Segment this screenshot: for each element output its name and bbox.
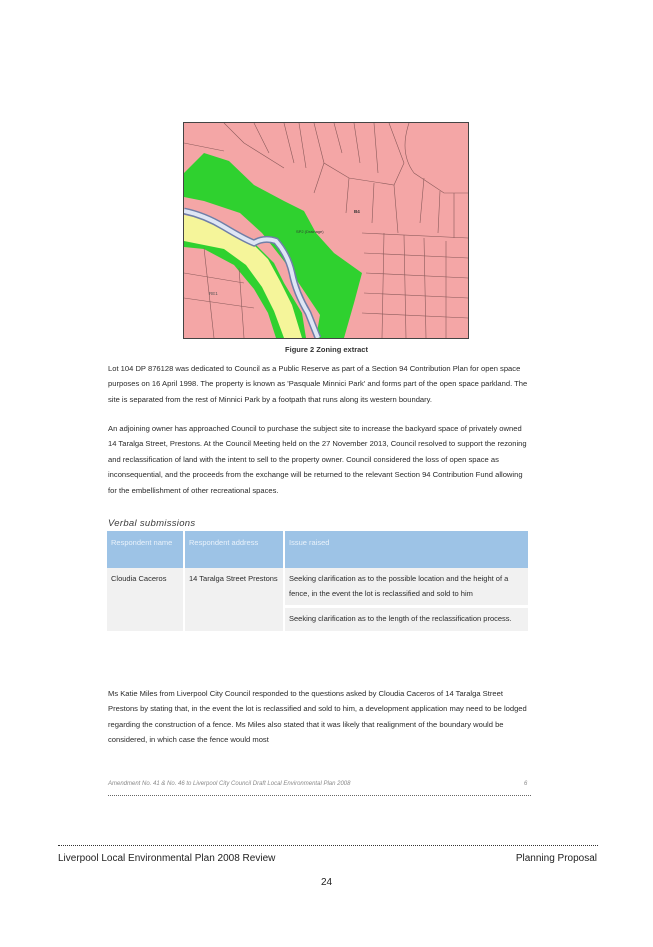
figure-caption: Figure 2 Zoning extract — [285, 345, 368, 354]
table-header-row — [107, 531, 529, 568]
inner-footer-text: Amendment No. 41 & No. 46 to Liverpool City Council Draft Local Environmental Plan 2008 — [108, 781, 351, 787]
header-respondent-name: Respondent name — [107, 531, 184, 568]
cell-issue-2: Seeking clarification as to the length of the reclassification process. — [284, 607, 529, 631]
table-row — [107, 568, 529, 607]
submissions-table — [107, 531, 530, 631]
inner-footer-divider — [108, 795, 531, 796]
map-label-re1: RE1 — [209, 291, 218, 296]
map-label-b4: B4 — [354, 209, 360, 214]
zoning-map-graphic — [184, 123, 468, 338]
cell-issue-1: Seeking clarification as to the possible location and the height of a fence, in the event the lot is reclassified and sold to him — [284, 568, 529, 607]
page-footer-divider — [58, 845, 598, 846]
cell-respondent-address: 14 Taralga Street Prestons — [184, 568, 284, 607]
zoning-map — [183, 122, 469, 339]
paragraph-owner-request: An adjoining owner has approached Council to purchase the subject site to increase the backyard space of privately owned 14 Taralga Street, Prestons. At the Council Meeting held on the 27 November 2013, Council resolved to support the rezoning and reclassification of land with the intent to sell to the property owner. Council considered the loss of open space as inconsequential, and the proceeds from the exchange will be returned to the relevant Section 94 Contribution Fund allowing for the embellishment of other recreational spaces. — [108, 424, 527, 495]
paragraph-response: Ms Katie Miles from Liverpool City Council responded to the questions asked by Cloudia Caceros of 14 Taralga Street Prestons by stating that, in the event the lot is reclassified and sold to him, a development application may need to be lodged regarding the construction of a fence. Ms Miles also stated that it was likely that realignment of the boundary would be considered, in which case the fence would most — [108, 689, 527, 745]
paragraph-site-description: Lot 104 DP 876128 was dedicated to Council as a Public Reserve as part of a Section 94 Contribution Plan for open space purposes on 16 April 1998. The property is known as 'Pasquale Minnici Park' and forms part of the open space parkland. The site is separated from the rest of Minnici Park by a footpath that runs along its western boundary. — [108, 364, 528, 404]
cell-empty — [184, 607, 284, 631]
section-heading: Verbal submissions — [108, 518, 196, 529]
cell-respondent-name: Cloudia Caceros — [107, 568, 184, 607]
header-issue-raised: Issue raised — [284, 531, 529, 568]
page-footer-doc-type: Planning Proposal — [515, 853, 597, 864]
inner-footer-page: 6 — [524, 781, 528, 787]
page-footer-title: Liverpool Local Environmental Plan 2008 Review — [58, 853, 276, 864]
header-respondent-address: Respondent address — [184, 531, 284, 568]
cell-empty — [107, 607, 184, 631]
map-label-drainage: SP2 (Drainage) — [296, 229, 324, 234]
table-row — [107, 607, 529, 631]
page-number: 24 — [320, 877, 333, 888]
